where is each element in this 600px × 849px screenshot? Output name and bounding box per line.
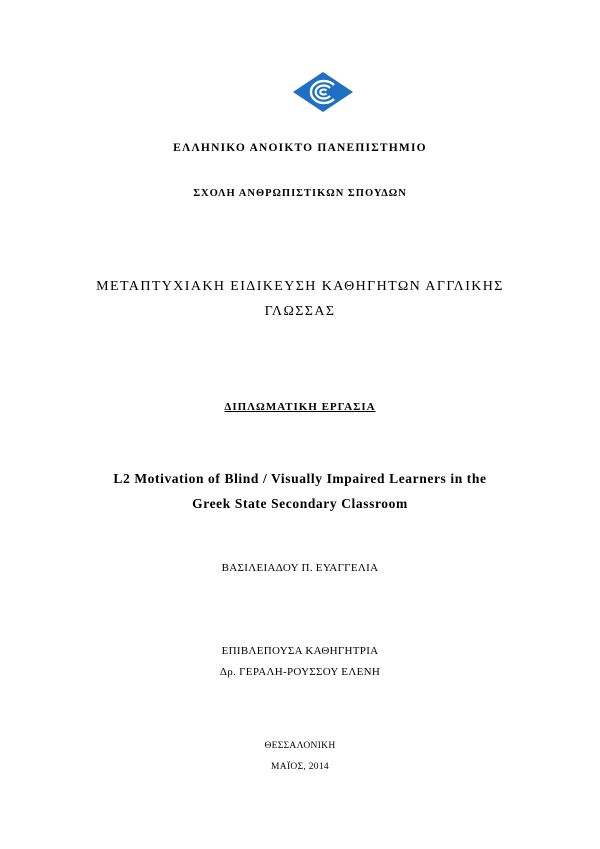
supervisor-label: ΕΠΙΒΛΕΠΟΥΣΑ ΚΑΘΗΓΗΤΡΙΑ (221, 645, 379, 657)
programme-title-line1: ΜΕΤΑΠΤΥΧΙΑΚΗ ΕΙΔΙΚΕΥΣΗ ΚΑΘΗΓΗΤΩΝ ΑΓΓΛΙΚΗΣ (96, 279, 504, 294)
thesis-type-heading (0, 401, 600, 413)
thesis-title-line2: Greek State Secondary Classroom (192, 496, 408, 511)
date: ΜΑΪΟΣ, 2014 (271, 762, 329, 772)
university-name: ΕΛΛΗΝΙΚΟ ΑΝΟΙΚΤΟ ΠΑΝΕΠΙΣΤΗΜΙΟ (173, 142, 427, 154)
author-name: ΒΑΣΙΛΕΙΑΔΟΥ Π. ΕΥΑΓΓΕΛΙΑ (221, 562, 379, 574)
school-name: ΣΧΟΛΗ ΑΝΘΡΩΠΙΣΤΙΚΩΝ ΣΠΟΥΔΩΝ (193, 188, 407, 199)
thesis-type-label: ΔΙΠΛΩΜΑΤΙΚΗ ΕΡΓΑΣΙΑ (224, 401, 376, 413)
university-logo-icon (293, 72, 353, 112)
thesis-title-line1: L2 Motivation of Blind / Visually Impaired Learners in the (113, 471, 487, 486)
city: ΘΕΣΣΑΛΟΝΙΚΗ (264, 741, 336, 751)
programme-title-line2: ΓΛΩΣΣΑΣ (264, 304, 336, 319)
supervisor-name: Δρ. ΓΕΡΑΛΗ-ΡΟΥΣΣΟΥ ΕΛΕΝΗ (219, 666, 381, 678)
